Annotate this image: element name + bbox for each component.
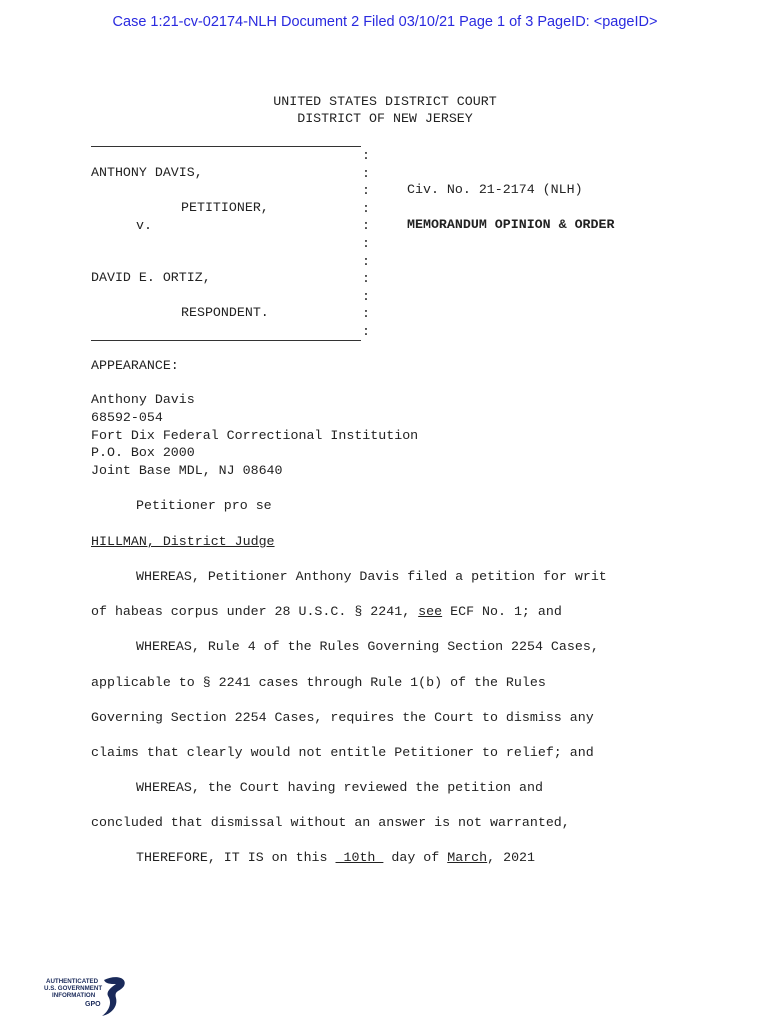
appearance-line: Joint Base MDL, NJ 08640 [91, 463, 283, 478]
caption-separator-column: : : : : : : : : : : : [362, 148, 370, 339]
civil-number: Civ. No. 21-2174 (NLH) [407, 182, 583, 197]
svg-text:AUTHENTICATED: AUTHENTICATED [46, 978, 99, 985]
caption-top-rule [91, 146, 361, 147]
document-title: MEMORANDUM OPINION & ORDER [407, 217, 615, 232]
court-name: UNITED STATES DISTRICT COURT [273, 94, 497, 109]
see-signal: see [418, 604, 443, 619]
svg-text:GPO: GPO [85, 1001, 101, 1008]
body-line: of habeas corpus under 28 U.S.C. § 2241, see ECF No. 1; and [91, 604, 562, 619]
case-header: Case 1:21-cv-02174-NLH Document 2 Filed 03/10/21 Page 1 of 3 PageID: <pageID> [112, 14, 658, 30]
body-line: THEREFORE, IT IS on this 10th day of March, 2021 [136, 850, 536, 865]
appearance-line: 68592-054 [91, 410, 163, 425]
appearance-line: P.O. Box 2000 [91, 445, 195, 460]
body-line: WHEREAS, Petitioner Anthony Davis filed a petition for writ [136, 569, 607, 584]
appearance-heading: APPEARANCE: [91, 358, 179, 373]
svg-text:INFORMATION: INFORMATION [52, 992, 96, 999]
body-line: concluded that dismissal without an answer is not warranted, [91, 815, 570, 830]
body-line: applicable to § 2241 cases through Rule 1(b) of the Rules [91, 675, 546, 690]
petitioner-role: PETITIONER, [181, 200, 269, 215]
petitioner-name: ANTHONY DAVIS, [91, 165, 203, 180]
order-day: 10th [335, 850, 384, 865]
body-line: claims that clearly would not entitle Petitioner to relief; and [91, 745, 594, 760]
body-line: Governing Section 2254 Cases, requires the Court to dismiss any [91, 710, 594, 725]
svg-text:U.S. GOVERNMENT: U.S. GOVERNMENT [44, 985, 103, 992]
caption-bottom-rule [91, 340, 361, 341]
appearance-line: Anthony Davis [91, 392, 195, 407]
respondent-name: DAVID E. ORTIZ, [91, 270, 211, 285]
versus: v. [136, 218, 152, 233]
respondent-role: RESPONDENT. [181, 305, 269, 320]
court-district: DISTRICT OF NEW JERSEY [297, 111, 473, 126]
body-line: WHEREAS, the Court having reviewed the petition and [136, 780, 543, 795]
order-month: March [447, 850, 488, 865]
eagle-icon [102, 977, 125, 1016]
gpo-authentication-seal [44, 972, 134, 1020]
appearance-role: Petitioner pro se [136, 498, 272, 513]
appearance-line: Fort Dix Federal Correctional Institution [91, 428, 419, 443]
judge-line: HILLMAN, District Judge [91, 534, 275, 549]
body-line: WHEREAS, Rule 4 of the Rules Governing Section 2254 Cases, [136, 639, 599, 654]
